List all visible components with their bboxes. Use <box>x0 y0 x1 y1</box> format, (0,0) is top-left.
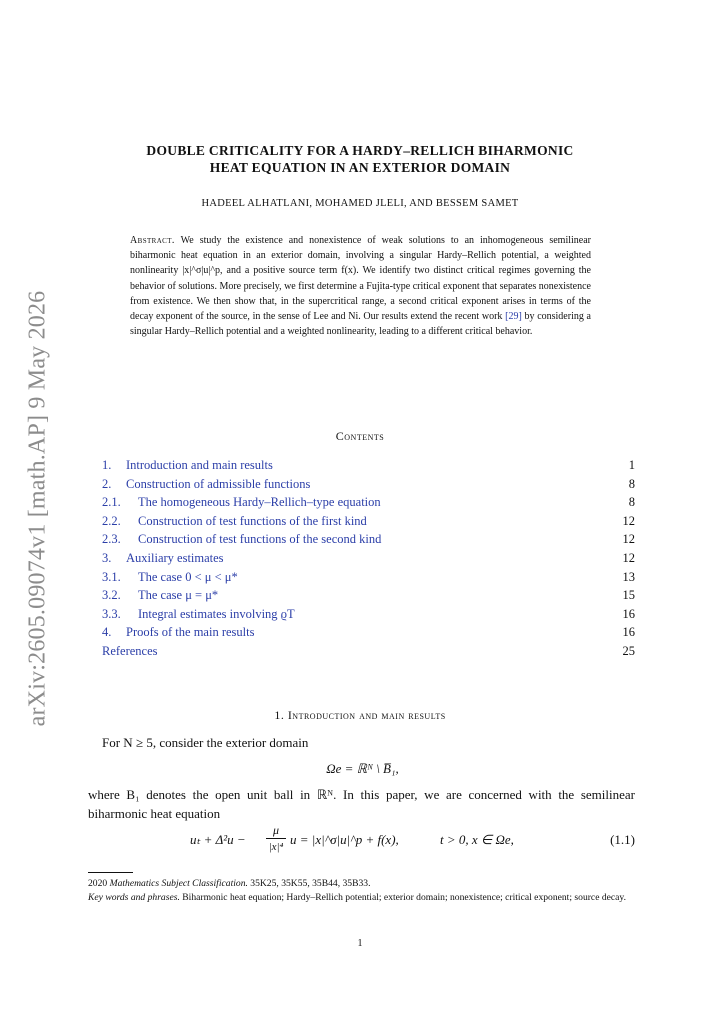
title-line-2: HEAT EQUATION IN AN EXTERIOR DOMAIN <box>209 160 511 175</box>
toc-entry-title: The homogeneous Hardy–Rellich–type equation <box>138 495 381 510</box>
toc-entry-title: References <box>102 643 158 658</box>
table-of-contents <box>102 456 635 661</box>
abstract <box>130 233 591 339</box>
toc-entry-number: 1. <box>102 458 112 472</box>
toc-entry-page: 25 <box>622 643 635 658</box>
footnotes <box>88 877 635 904</box>
citation-link[interactable]: [29] <box>505 311 522 323</box>
toc-entry[interactable] <box>102 530 635 549</box>
author-list: HADEEL ALHATLANI, MOHAMED JLELI, AND BESSEM SAMET <box>201 198 519 209</box>
keywords-label: Key words and phrases. <box>88 891 180 903</box>
toc-entry-page: 12 <box>622 513 635 528</box>
toc-entry[interactable] <box>102 642 635 661</box>
toc-entry-number: 3.2. <box>102 588 121 603</box>
toc-entry-page: 15 <box>622 588 635 603</box>
toc-entry[interactable] <box>102 475 635 494</box>
toc-entry-page: 13 <box>622 569 635 584</box>
toc-entry-title: The case 0 < μ < μ* <box>138 569 238 584</box>
footnote-rule <box>88 872 133 873</box>
msc-codes: 35K25, 35K55, 35B44, 35B33. <box>247 878 371 889</box>
toc-entry-title: Construction of test functions of the first kind <box>138 513 367 528</box>
abstract-label: Abstract. <box>130 235 175 246</box>
toc-entry[interactable] <box>102 568 635 587</box>
toc-entry-title: Auxiliary estimates <box>126 550 224 565</box>
toc-entry-title: Construction of test functions of the second kind <box>138 532 382 547</box>
toc-entry[interactable] <box>102 456 635 475</box>
toc-entry-number: 2.3. <box>102 532 121 547</box>
toc-entry-page: 8 <box>628 495 635 510</box>
toc-entry-title: Proofs of the main results <box>126 625 255 640</box>
fraction-numerator: μ <box>266 822 286 839</box>
msc-label: Mathematics Subject Classification. <box>109 878 248 889</box>
section-heading: 1. Introduction and main results <box>274 708 446 722</box>
arxiv-identifier <box>18 288 58 728</box>
page-number: 1 <box>357 938 363 949</box>
intro-line: For N ≥ 5, consider the exterior domain <box>102 735 309 750</box>
equation-rhs: u = |x|^σ|u|^p + f(x), <box>290 832 399 847</box>
toc-entry-title: Construction of admissible functions <box>126 476 311 491</box>
toc-entry[interactable] <box>102 512 635 531</box>
contents-heading: Contents <box>335 429 385 443</box>
toc-entry-number: 2. <box>102 476 112 491</box>
toc-entry-title: The case μ = μ* <box>138 588 219 603</box>
title-line-1: DOUBLE CRITICALITY FOR A HARDY–RELLICH BIHARMONIC <box>146 143 574 158</box>
toc-entry[interactable] <box>102 605 635 624</box>
toc-entry-title: Integral estimates involving ϱT <box>138 606 295 621</box>
msc-year: 2020 <box>88 878 110 889</box>
toc-entry-page: 1 <box>628 458 635 472</box>
abstract-text-1: We study the existence and nonexistence of weak solutions to an inhomogeneous semilinear biharmonic heat equation in an exterior domain, involving a singular Hardy–Rellich potential, a weighted nonlinearity |x|^σ|u|^p, and a positive source term f(x). We identify two distinct critical regimes governing the behavior of solutions. More precisely, we first determine a Fujita-type critical exponent that separates nonexistence from existence. We then show that, in the supercritical range, a second critical exponent arises in terms of the decay exponent of the source, in the sense of Lee and Ni. Our results extend the recent work <box>130 235 591 323</box>
toc-entry[interactable] <box>102 549 635 568</box>
toc-entry[interactable] <box>102 493 635 512</box>
keywords-footnote <box>88 891 635 905</box>
toc-entry[interactable] <box>102 586 635 605</box>
msc-footnote <box>88 877 635 891</box>
paper-title <box>90 142 630 176</box>
toc-entry-page: 12 <box>622 550 635 565</box>
toc-entry-number: 2.2. <box>102 513 121 528</box>
domain-equation: Ωe = ℝᴺ \ B̅₁, <box>326 761 399 776</box>
toc-entry-number: 3.3. <box>102 606 121 621</box>
toc-entry-number: 3. <box>102 550 112 565</box>
fraction-denominator: |x|⁴ <box>268 841 284 853</box>
main-equation <box>190 822 635 862</box>
arxiv-identifier-text: arXiv:2605.09074v1 [math.AP] 9 May 2026 <box>24 290 51 726</box>
equation-fraction <box>266 822 286 855</box>
toc-entry-page: 16 <box>622 625 635 640</box>
keywords-text: Biharmonic heat equation; Hardy–Rellich potential; exterior domain; nonexistence; critical exponent; source decay. <box>179 891 626 903</box>
abstract-text-2: by considering a singular Hardy–Rellich potential and a weighted nonlinearity, leading to a different critical behavior. <box>130 311 591 338</box>
toc-entry[interactable] <box>102 623 635 642</box>
toc-entry-number: 3.1. <box>102 569 121 584</box>
equation-number: (1.1) <box>610 832 635 847</box>
toc-entry-page: 16 <box>622 606 635 621</box>
toc-entry-number: 4. <box>102 625 112 640</box>
body-paragraph: where B₁ denotes the open unit ball in ℝᴺ. In this paper, we are concerned with the semilinear biharmonic heat equation <box>88 787 635 821</box>
toc-entry-number: 2.1. <box>102 495 121 510</box>
toc-entry-page: 12 <box>622 532 635 547</box>
toc-entry-page: 8 <box>628 476 635 491</box>
equation-lhs: uₜ + Δ²u − <box>190 832 246 847</box>
equation-conditions: t > 0, x ∈ Ωe, <box>440 832 514 847</box>
toc-entry-title: Introduction and main results <box>126 458 273 472</box>
